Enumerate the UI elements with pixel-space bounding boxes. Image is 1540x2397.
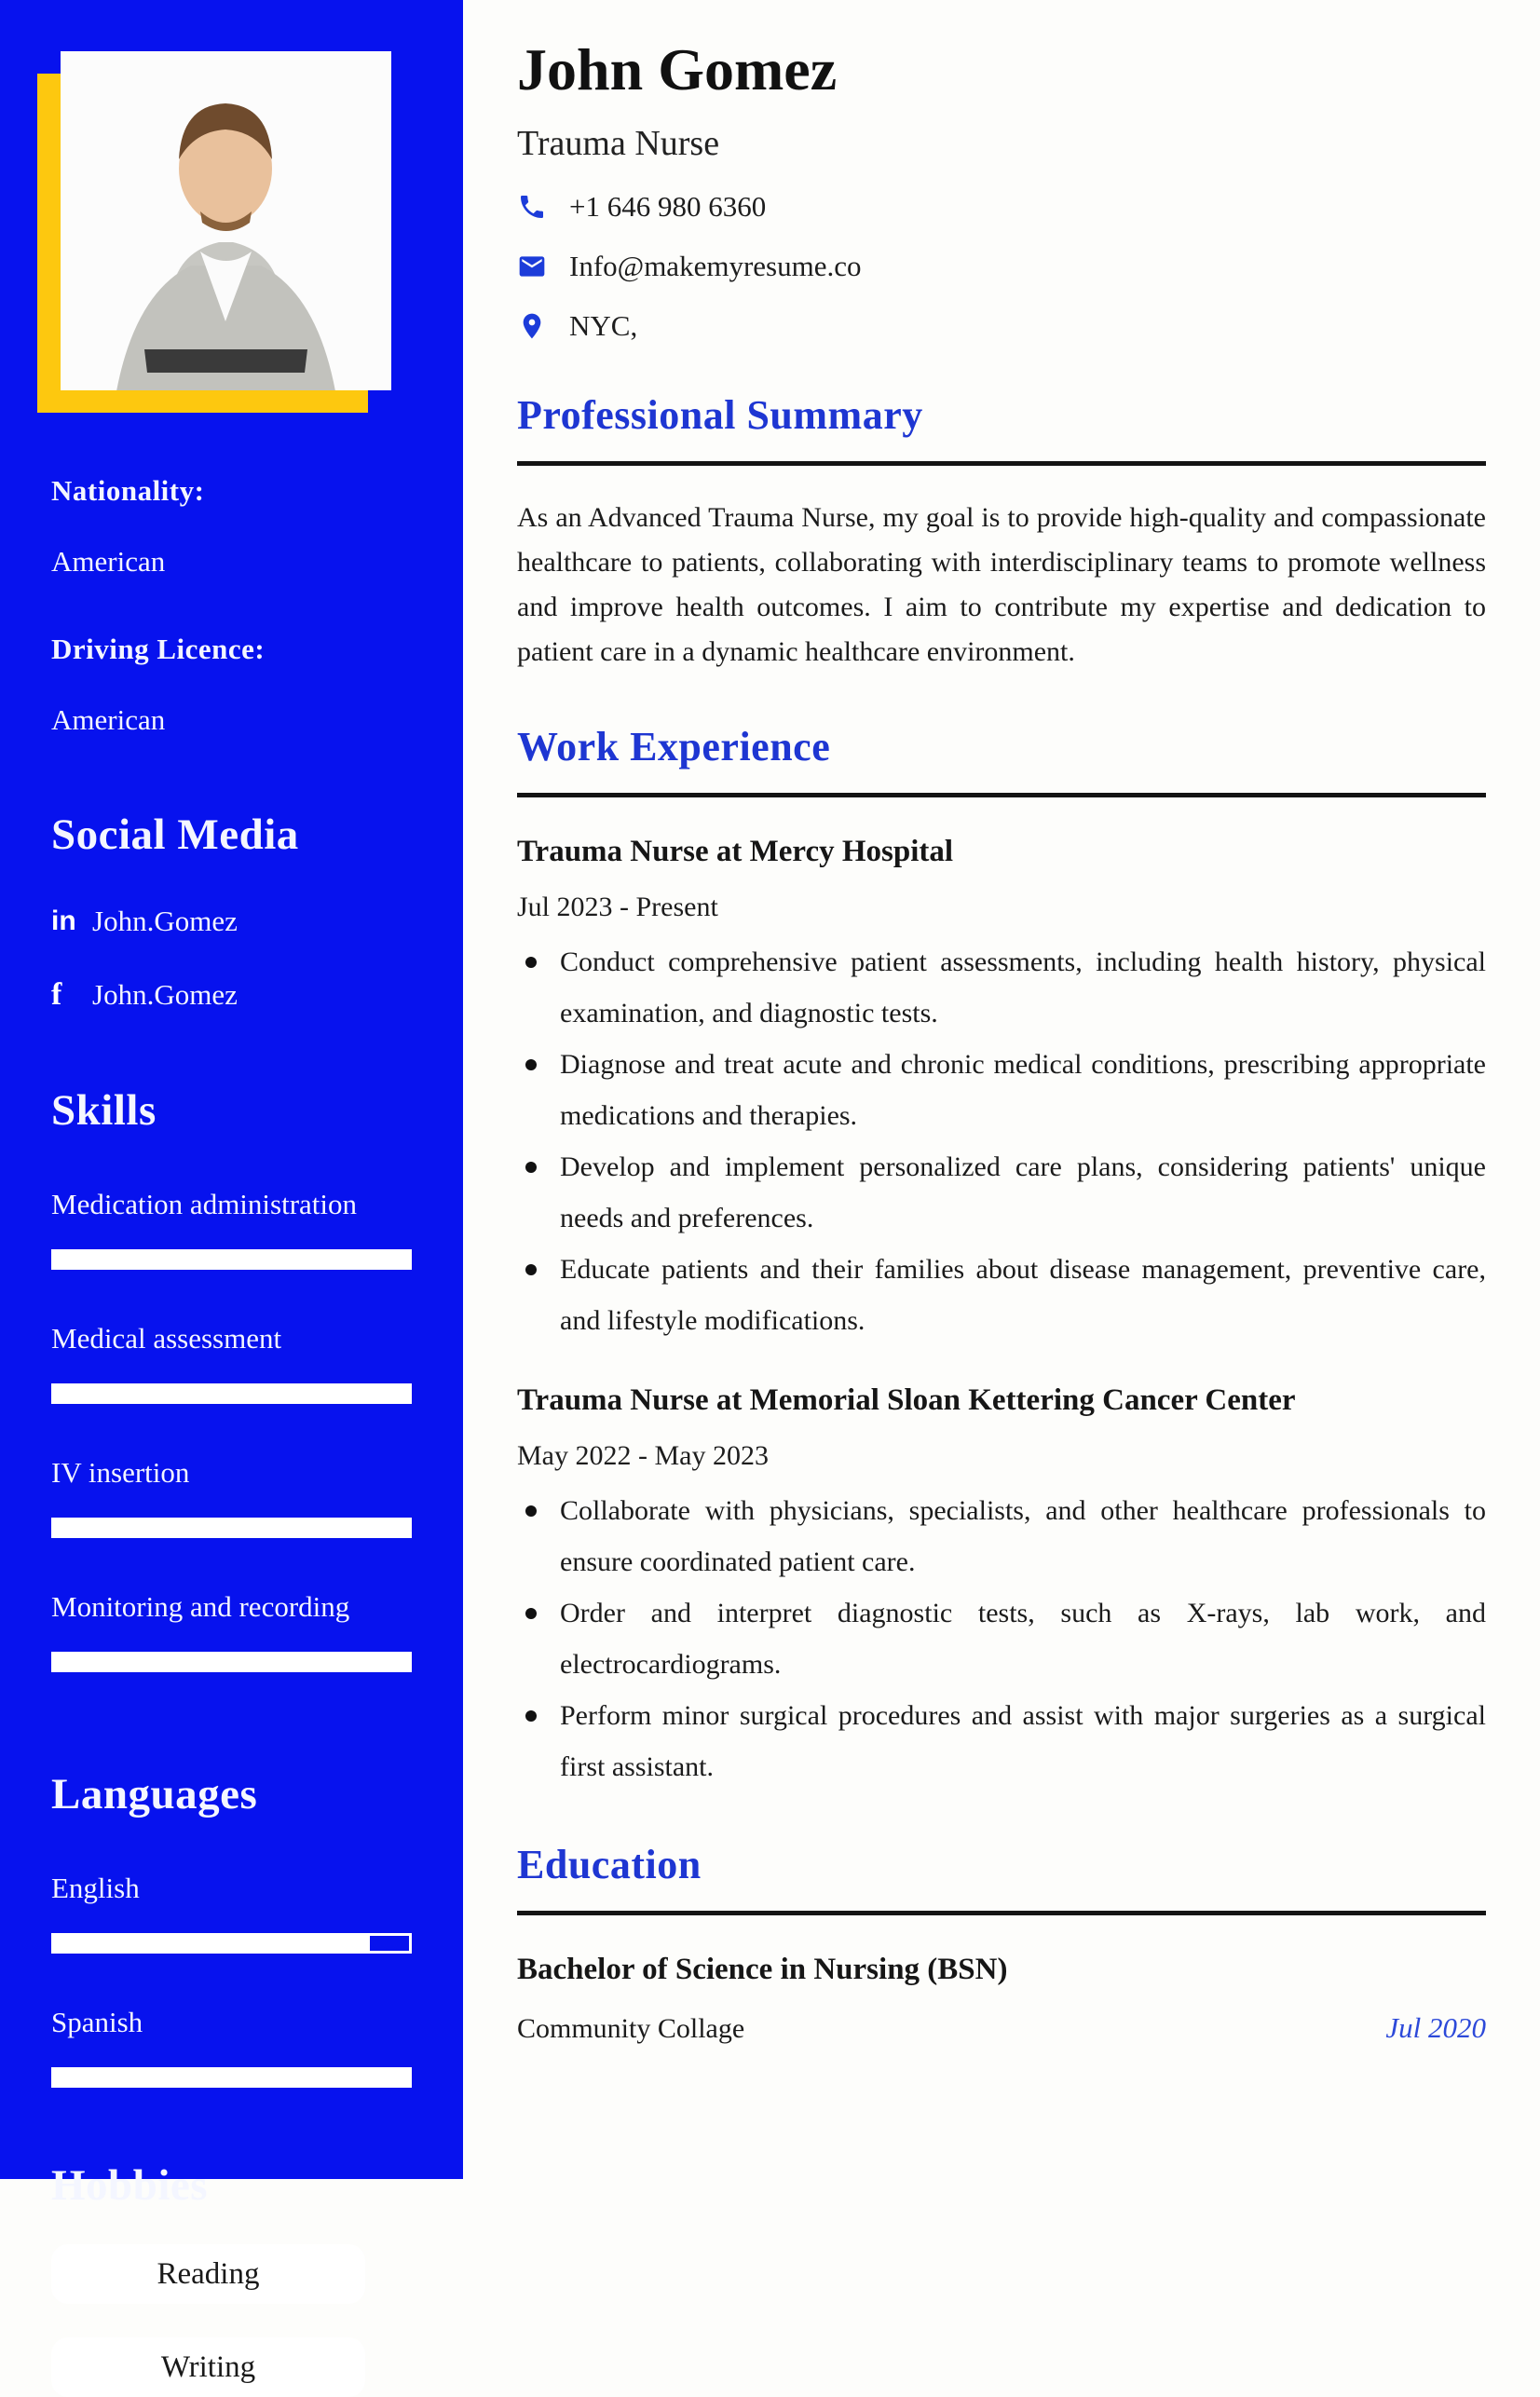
education-school: Community Collage xyxy=(517,2013,745,2044)
hobbies-list xyxy=(51,2244,412,2397)
social-media-heading: Social Media xyxy=(51,810,299,859)
experience-section xyxy=(517,723,1486,1792)
language-bar-fill xyxy=(54,2070,409,2085)
social-handle: John.Gomez xyxy=(92,978,238,1011)
profile-photo xyxy=(37,51,396,416)
summary-heading: Professional Summary xyxy=(517,392,923,438)
person-figure xyxy=(61,51,391,390)
facebook-icon: f xyxy=(51,977,62,1012)
location-pin-icon xyxy=(517,311,569,341)
job-bullet: Develop and implement personalized care plans, considering patients' unique needs and preferences. xyxy=(517,1141,1486,1244)
hobby-pill: Reading xyxy=(51,2244,365,2304)
experience-heading: Work Experience xyxy=(517,724,831,769)
skill-bar-fill xyxy=(54,1655,409,1669)
profile-photo-image xyxy=(61,51,391,390)
skill-name: IV insertion xyxy=(51,1456,190,1489)
summary-section xyxy=(517,391,1486,674)
social-handle: John.Gomez xyxy=(92,905,238,937)
main-content xyxy=(463,0,1540,2045)
hobbies-heading: Hobbies xyxy=(51,2161,209,2210)
job-title: Trauma Nurse at Memorial Sloan Kettering Cancer Center xyxy=(517,1383,1296,1417)
language-bar xyxy=(51,2067,412,2088)
social-row xyxy=(51,905,412,938)
jobs-list xyxy=(517,835,1486,1792)
nationality-label: Nationality: xyxy=(51,474,205,507)
skill-bar-fill xyxy=(54,1386,409,1401)
skill-bar xyxy=(51,1249,412,1270)
email-address: Info@makemyresume.co xyxy=(569,250,862,282)
skill-name: Monitoring and recording xyxy=(51,1590,350,1623)
email-row xyxy=(517,250,1486,283)
language-name: Spanish xyxy=(51,2006,143,2038)
location-row xyxy=(517,309,1486,343)
skill-bar xyxy=(51,1383,412,1404)
skill-bar-fill xyxy=(54,1252,409,1267)
summary-text: As an Advanced Trauma Nurse, my goal is to provide high-quality and compassionate healthcare to patients, collaborating with interdisciplinary teams to promote wellness and improve health outcomes. I aim to contribute my expertise and dedication to patient care in a dynamic healthcare environment. xyxy=(517,502,1486,667)
education-section xyxy=(517,1841,1486,2045)
person-job-title: Trauma Nurse xyxy=(517,124,720,163)
section-divider xyxy=(517,1911,1486,1915)
skill-bar xyxy=(51,1652,412,1672)
job-bullet: Order and interpret diagnostic tests, such as X-rays, lab work, and electrocardiograms. xyxy=(517,1587,1486,1690)
education-heading: Education xyxy=(517,1842,702,1887)
job-bullet-list xyxy=(517,1485,1486,1792)
section-divider xyxy=(517,793,1486,797)
social-row xyxy=(51,977,412,1013)
job-bullet-list xyxy=(517,936,1486,1346)
skill-bar-fill xyxy=(54,1520,409,1535)
phone-row xyxy=(517,190,1486,224)
job-dates: Jul 2023 - Present xyxy=(517,892,718,922)
job-bullet: Educate patients and their families about disease management, preventive care, and lifestyle modifications. xyxy=(517,1244,1486,1346)
job-bullet: Collaborate with physicians, specialists, and other healthcare professionals to ensure coordinated patient care. xyxy=(517,1485,1486,1587)
language-bar xyxy=(51,1933,412,1954)
education-date: Jul 2020 xyxy=(1385,2011,1486,2044)
linkedin-icon: in xyxy=(51,906,76,936)
languages-heading: Languages xyxy=(51,1770,258,1818)
skill-bar xyxy=(51,1518,412,1538)
nationality-value: American xyxy=(51,545,166,578)
skills-list xyxy=(51,1188,412,1672)
phone-number: +1 646 980 6360 xyxy=(569,190,767,223)
email-icon xyxy=(517,252,569,281)
language-name: English xyxy=(51,1872,140,1904)
job-dates: May 2022 - May 2023 xyxy=(517,1440,769,1471)
language-bar-fill xyxy=(54,1936,370,1951)
hobby-pill: Writing xyxy=(51,2337,365,2397)
skills-heading: Skills xyxy=(51,1086,157,1135)
social-media-list xyxy=(51,905,412,1013)
driving-licence-value: American xyxy=(51,703,166,736)
languages-list xyxy=(51,1872,412,2088)
phone-icon xyxy=(517,192,569,222)
location-text: NYC, xyxy=(569,309,638,342)
skill-name: Medical assessment xyxy=(51,1322,282,1355)
job-bullet: Conduct comprehensive patient assessments, including health history, physical examination, and diagnostic tests. xyxy=(517,936,1486,1039)
person-name: John Gomez xyxy=(517,36,838,102)
job-bullet: Diagnose and treat acute and chronic medical conditions, prescribing appropriate medications and therapies. xyxy=(517,1039,1486,1141)
job-title: Trauma Nurse at Mercy Hospital xyxy=(517,835,954,868)
driving-licence-label: Driving Licence: xyxy=(51,633,266,665)
sidebar xyxy=(0,0,463,2384)
job-bullet: Perform minor surgical procedures and assist with major surgeries as a surgical first assistant. xyxy=(517,1690,1486,1792)
education-row xyxy=(517,2011,1486,2045)
skill-name: Medication administration xyxy=(51,1188,358,1220)
education-degree: Bachelor of Science in Nursing (BSN) xyxy=(517,1953,1008,1986)
section-divider xyxy=(517,461,1486,466)
